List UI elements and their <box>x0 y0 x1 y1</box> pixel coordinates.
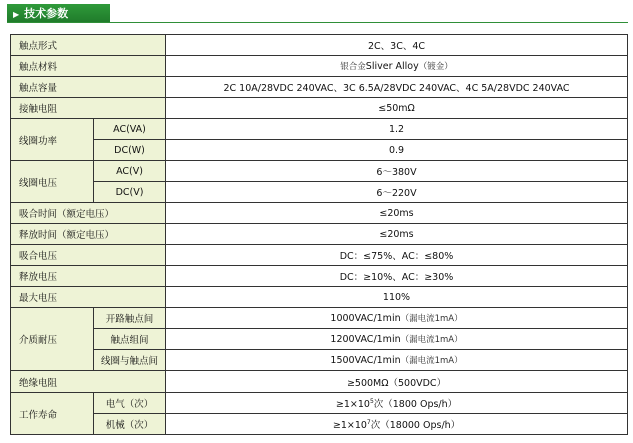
row-value: 2C 10A/28VDC 240VAC、3C 6.5A/28VDC 240VAC、4C 5A/28VDC 240VAC <box>166 77 628 98</box>
row-label: 线圈功率 <box>11 119 94 161</box>
row-label: 线圈电压 <box>11 161 94 203</box>
table-row <box>11 56 628 77</box>
triangle-icon: ▶ <box>13 10 20 19</box>
value-prefix: 银合金 <box>340 62 366 72</box>
row-value <box>166 393 628 414</box>
sub-label: AC(VA) <box>94 119 166 140</box>
section-divider <box>7 22 628 23</box>
row-label: 触点形式 <box>11 35 166 56</box>
row-value: 6～380V <box>166 161 628 182</box>
row-value <box>166 350 628 371</box>
row-label: 触点材料 <box>11 56 166 77</box>
row-value: ≤50mΩ <box>166 98 628 119</box>
row-value: DC：≥10%、AC：≥30% <box>166 266 628 287</box>
value-main: 1000VAC/1min <box>330 313 401 324</box>
section-header <box>7 4 110 23</box>
value-note: （漏电流1mA） <box>400 356 463 366</box>
value-note: （漏电流1mA） <box>400 335 463 345</box>
table-row <box>11 287 628 308</box>
value-main: 1500VAC/1min <box>330 355 401 366</box>
row-value <box>166 414 628 435</box>
sub-label: AC(V) <box>94 161 166 182</box>
sub-label: 电气（次） <box>94 393 166 414</box>
table-row <box>11 77 628 98</box>
row-label: 介质耐压 <box>11 308 94 371</box>
table-row <box>11 140 628 161</box>
row-value: 110% <box>166 287 628 308</box>
value-suffix: （镀金） <box>418 62 453 72</box>
sub-label: 线圈与触点间 <box>94 350 166 371</box>
value-note: （漏电流1mA） <box>400 314 463 324</box>
table-row <box>11 393 628 414</box>
row-label: 最大电压 <box>11 287 166 308</box>
row-value: DC：≤75%、AC：≤80% <box>166 245 628 266</box>
value-main: ≥1×10 <box>335 399 370 410</box>
row-label: 释放电压 <box>11 266 166 287</box>
row-value: 0.9 <box>166 140 628 161</box>
row-label: 接触电阻 <box>11 98 166 119</box>
row-value: 1.2 <box>166 119 628 140</box>
row-value: ≤20ms <box>166 224 628 245</box>
value-main: 1200VAC/1min <box>330 334 401 345</box>
table-row <box>11 414 628 435</box>
table-row <box>11 98 628 119</box>
row-value: 2C、3C、4C <box>166 35 628 56</box>
table-row <box>11 203 628 224</box>
table-row <box>11 161 628 182</box>
row-value: ≤20ms <box>166 203 628 224</box>
sub-label: 开路触点间 <box>94 308 166 329</box>
row-label: 绝缘电阻 <box>11 371 166 393</box>
table-row <box>11 35 628 56</box>
row-value: 6～220V <box>166 182 628 203</box>
value-exponent: 5 <box>369 397 374 405</box>
row-label: 释放时间（额定电压） <box>11 224 166 245</box>
value-note: 次（18000 Ops/h） <box>370 420 461 431</box>
value-exponent: 7 <box>366 418 371 426</box>
row-label: 吸合电压 <box>11 245 166 266</box>
row-value <box>166 308 628 329</box>
section-title: 技术参数 <box>24 7 69 20</box>
row-label: 触点容量 <box>11 77 166 98</box>
value-note: 次（1800 Ops/h） <box>373 399 458 410</box>
table-row <box>11 308 628 329</box>
table-row <box>11 224 628 245</box>
sub-label: DC(W) <box>94 140 166 161</box>
row-value <box>166 56 628 77</box>
value-main: Sliver Alloy <box>365 61 419 72</box>
table-row <box>11 119 628 140</box>
row-value <box>166 329 628 350</box>
sub-label: 触点组间 <box>94 329 166 350</box>
table-row <box>11 266 628 287</box>
row-label: 工作寿命 <box>11 393 94 435</box>
value-main: ≥1×10 <box>332 420 367 431</box>
sub-label: 机械（次） <box>94 414 166 435</box>
table-row <box>11 329 628 350</box>
table-row <box>11 371 628 393</box>
table-row <box>11 350 628 371</box>
spec-table <box>10 34 628 435</box>
row-label: 吸合时间（额定电压） <box>11 203 166 224</box>
table-row <box>11 182 628 203</box>
sub-label: DC(V) <box>94 182 166 203</box>
row-value: ≥500MΩ（500VDC） <box>166 371 628 393</box>
table-row <box>11 245 628 266</box>
